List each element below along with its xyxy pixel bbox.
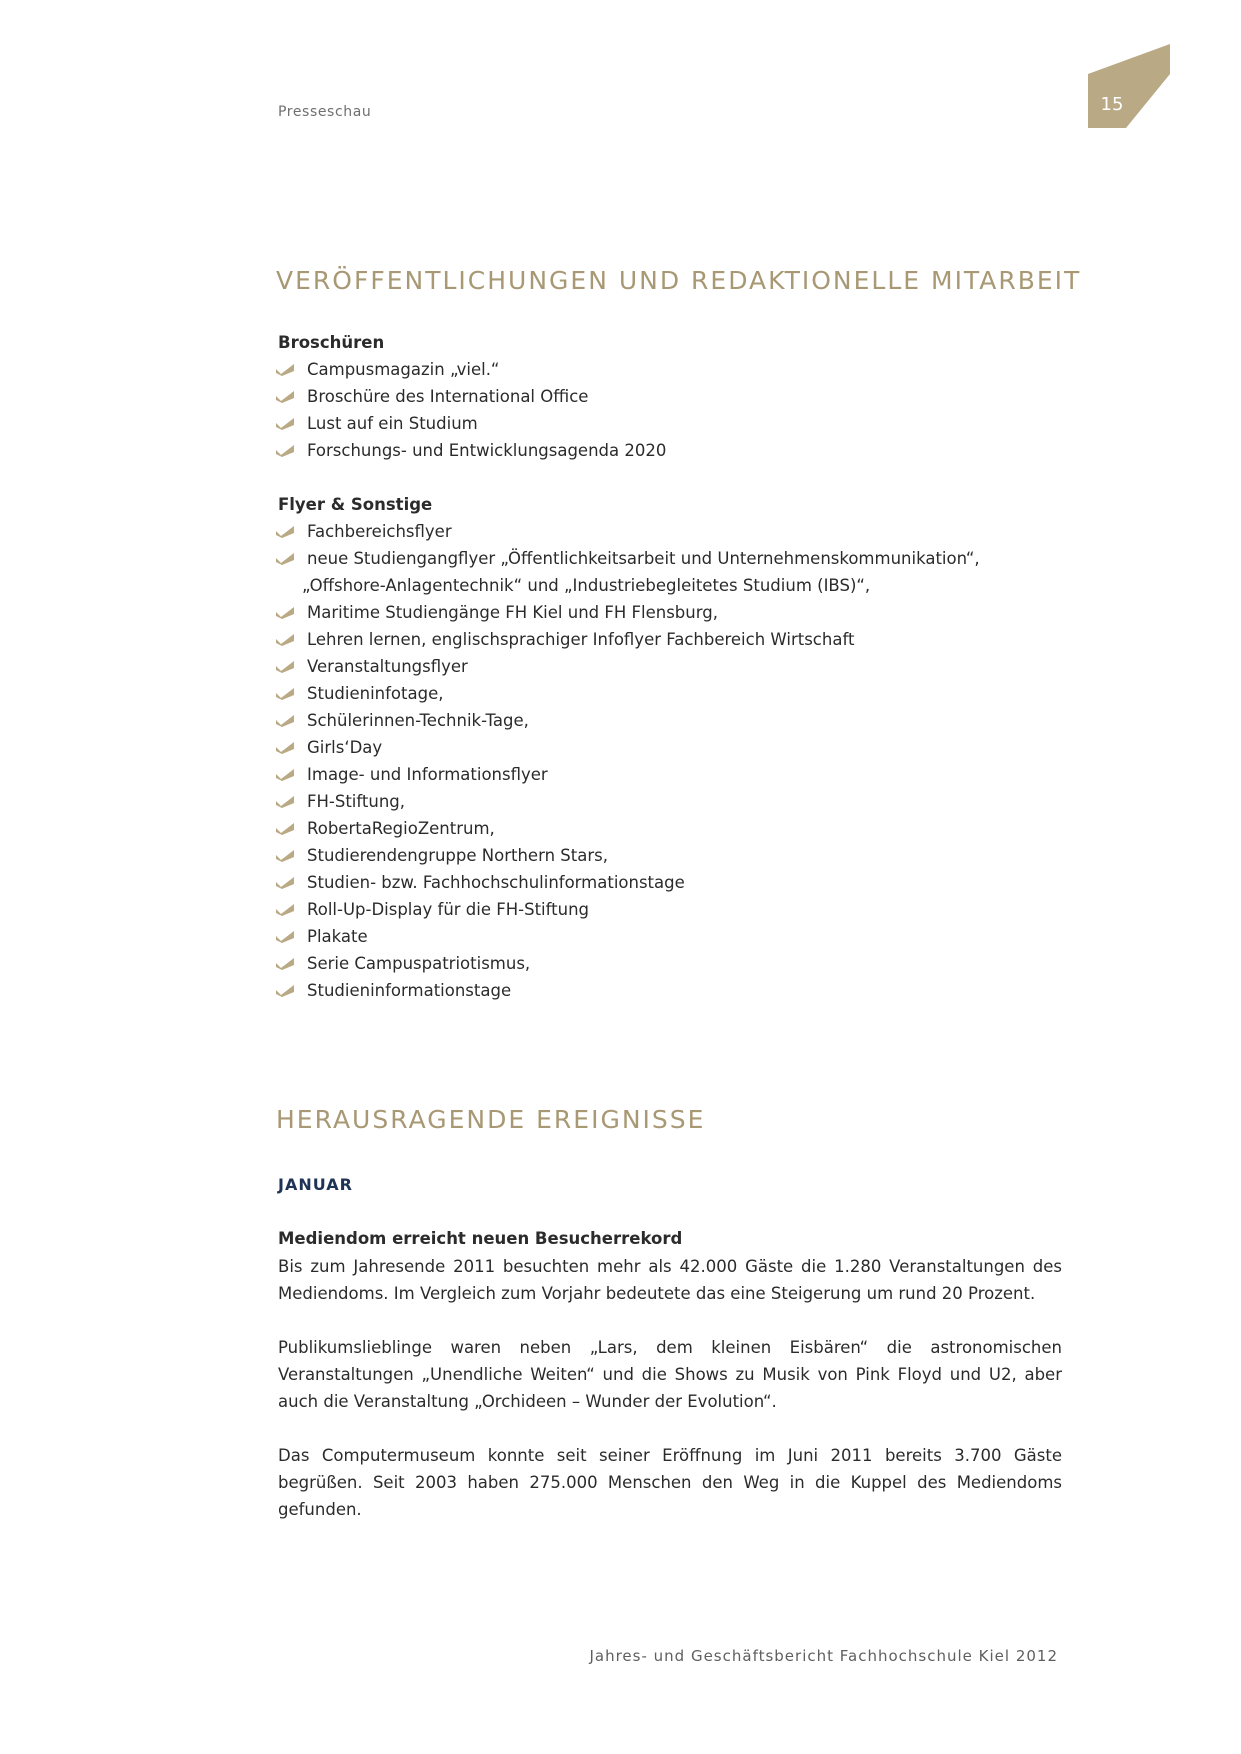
- list-item: Studieninformationstage: [276, 977, 980, 1004]
- checkmark-icon: [276, 848, 294, 862]
- list-item: Studierendengruppe Northern Stars,: [276, 842, 980, 869]
- article-paragraph: Publikumslieblinge waren neben „Lars, dem kleinen Eisbären“ die astronomischen Veranstaltungen „Unendliche Weiten“ und die Shows zu Musik von Pink Floyd und U2, aber auch die Veranstaltung „Orchideen – Wunder der Evolution“.: [278, 1338, 1062, 1411]
- running-head: Presseschau: [278, 104, 372, 120]
- list-item: Plakate: [276, 923, 980, 950]
- list-item: Maritime Studiengänge FH Kiel und FH Flensburg,: [276, 599, 980, 626]
- checkmark-icon: [276, 686, 294, 700]
- checkmark-icon: [276, 389, 294, 403]
- list-item: Studien- bzw. Fachhochschulinformationstage: [276, 869, 980, 896]
- brochures-title: Broschüren: [278, 333, 385, 352]
- article-paragraph: Bis zum Jahresende 2011 besuchten mehr als 42.000 Gäste die 1.280 Veranstaltungen des Mediendoms. Im Vergleich zum Vorjahr bedeutete das eine Steigerung um rund 20 Prozent.: [278, 1257, 1062, 1303]
- list-item: Serie Campuspatriotismus,: [276, 950, 980, 977]
- list-item: Girls‘Day: [276, 734, 980, 761]
- checkmark-icon: [276, 983, 294, 997]
- checkmark-icon: [276, 551, 294, 565]
- list-item: Roll-Up-Display für die FH-Stiftung: [276, 896, 980, 923]
- page-number: 15: [1100, 94, 1124, 115]
- checkmark-icon: [276, 821, 294, 835]
- list-item: Schülerinnen-Technik-Tage,: [276, 707, 980, 734]
- checkmark-icon: [276, 929, 294, 943]
- list-item-continuation: „Offshore-Anlagentechnik“ und „Industriebegleitetes Studium (IBS)“,: [302, 576, 871, 595]
- article-title: Mediendom erreicht neuen Besucherrekord: [278, 1229, 683, 1248]
- list-item: Image- und Informationsflyer: [276, 761, 980, 788]
- publications-heading: VERÖFFENTLICHUNGEN UND REDAKTIONELLE MITARBEIT: [276, 266, 1082, 295]
- list-item: neue Studiengangflyer „Öffentlichkeitsarbeit und Unternehmenskommunikation“, „Offshore-Anlagentechnik“ und „Industriebegleitetes Studium (IBS)“,: [276, 545, 980, 599]
- checkmark-icon: [276, 956, 294, 970]
- page-tab-shape: [1088, 44, 1178, 128]
- article-paragraph: Das Computermuseum konnte seit seiner Eröffnung im Juni 2011 bereits 3.700 Gäste begrüßen. Seit 2003 haben 275.000 Menschen den Weg in die Kuppel des Mediendoms gefunden.: [278, 1446, 1062, 1519]
- footer-text: Jahres- und Geschäftsbericht Fachhochschule Kiel 2012: [589, 1647, 1058, 1665]
- checkmark-icon: [276, 794, 294, 808]
- list-item: RobertaRegioZentrum,: [276, 815, 980, 842]
- checkmark-icon: [276, 767, 294, 781]
- events-heading: HERAUSRAGENDE EREIGNISSE: [276, 1105, 706, 1134]
- list-item: Broschüre des International Office: [276, 383, 666, 410]
- list-item: Veranstaltungsflyer: [276, 653, 980, 680]
- checkmark-icon: [276, 443, 294, 457]
- checkmark-icon: [276, 605, 294, 619]
- list-item: Lust auf ein Studium: [276, 410, 666, 437]
- list-item: Forschungs- und Entwicklungsagenda 2020: [276, 437, 666, 464]
- checkmark-icon: [276, 416, 294, 430]
- flyers-list: [276, 518, 980, 1004]
- list-item: Fachbereichsflyer: [276, 518, 980, 545]
- checkmark-icon: [276, 713, 294, 727]
- brochures-list: [276, 356, 666, 464]
- page-number-tab: [1088, 44, 1178, 128]
- list-item: Lehren lernen, englischsprachiger Infoflyer Fachbereich Wirtschaft: [276, 626, 980, 653]
- list-item: FH-Stiftung,: [276, 788, 980, 815]
- checkmark-icon: [276, 362, 294, 376]
- month-label: JANUAR: [278, 1175, 353, 1194]
- checkmark-icon: [276, 875, 294, 889]
- checkmark-icon: [276, 740, 294, 754]
- checkmark-icon: [276, 632, 294, 646]
- checkmark-icon: [276, 524, 294, 538]
- list-item: Campusmagazin „viel.“: [276, 356, 666, 383]
- list-item: Studieninfotage,: [276, 680, 980, 707]
- checkmark-icon: [276, 902, 294, 916]
- flyers-title: Flyer & Sonstige: [278, 495, 433, 514]
- checkmark-icon: [276, 659, 294, 673]
